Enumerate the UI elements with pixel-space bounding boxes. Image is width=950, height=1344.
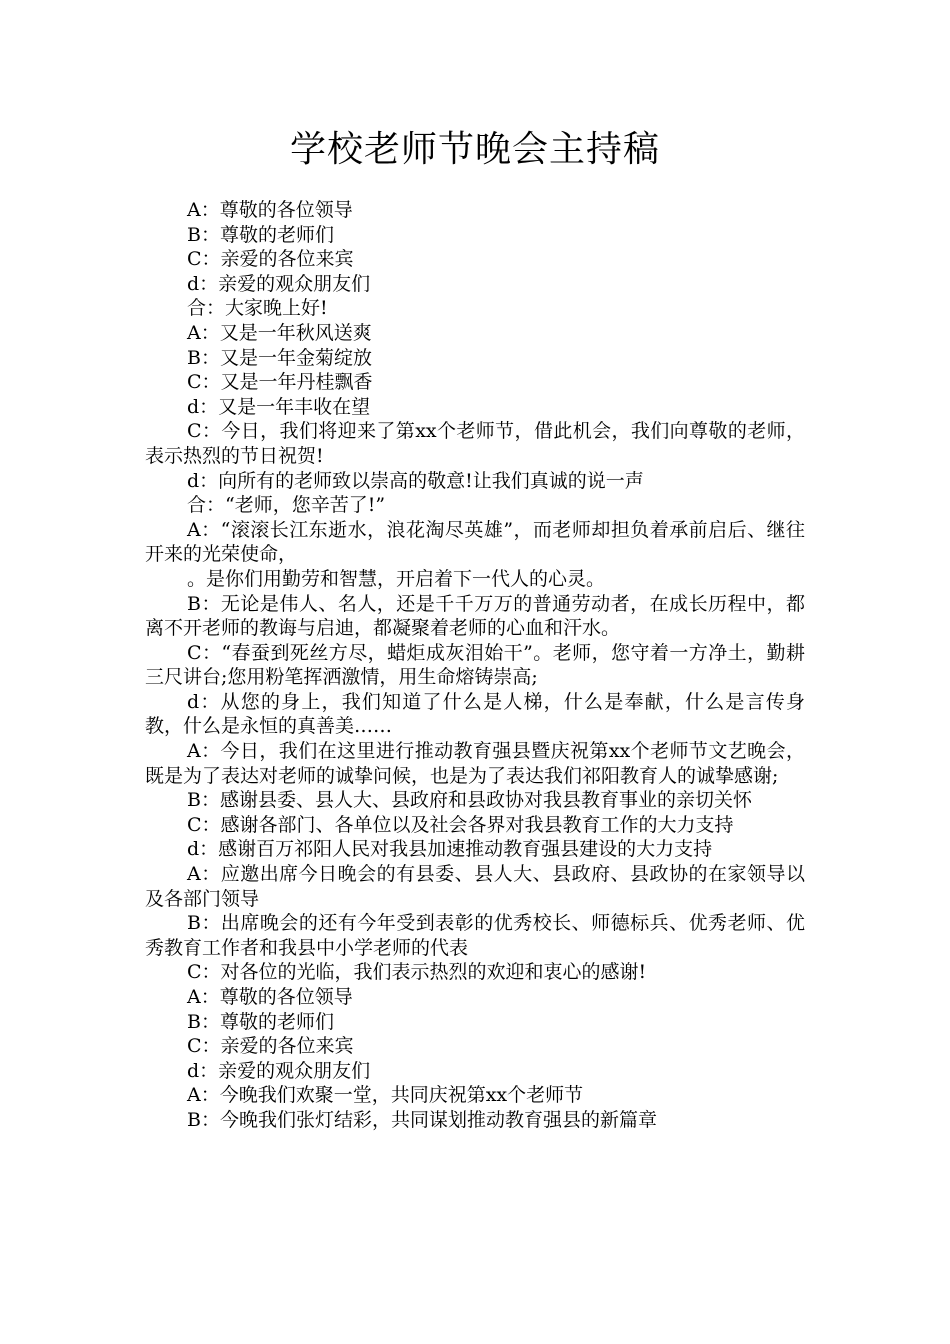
document-title: 学校老师节晚会主持稿 (289, 129, 660, 170)
paragraph: C：今日，我们将迎来了第xx个老师节，借此机会，我们向尊敬的老师，表示热烈的节日祝贺! (145, 420, 805, 467)
paragraph: d：亲爱的观众朋友们 (187, 272, 371, 295)
paragraph: d：亲爱的观众朋友们 (187, 1059, 371, 1082)
paragraph: B：今晚我们张灯结彩，共同谋划推动教育强县的新篇章 (187, 1108, 657, 1131)
paragraph: A：又是一年秋风送爽 (187, 321, 372, 344)
paragraph: d：又是一年丰收在望 (187, 395, 371, 418)
paragraph: 合：“老师，您辛苦了!” (187, 494, 386, 517)
paragraph: C：又是一年丹桂飘香 (187, 371, 373, 394)
paragraph: C：亲爱的各位来宾 (187, 1035, 354, 1058)
paragraph: C：对各位的光临，我们表示热烈的欢迎和衷心的感谢! (187, 961, 647, 984)
paragraph: C：亲爱的各位来宾 (187, 248, 354, 271)
paragraph: A：今日，我们在这里进行推动教育强县暨庆祝第xx个老师节文艺晚会，既是为了表达对老师的诚挚问候，也是为了表达我们祁阳教育人的诚挚感谢; (145, 740, 805, 787)
paragraph: 。是你们用勤劳和智慧，开启着下一代人的心灵。 (187, 567, 606, 590)
paragraph: 合：大家晚上好! (187, 297, 328, 320)
paragraph: A：今晚我们欢聚一堂，共同庆祝第xx个老师节 (187, 1084, 584, 1107)
paragraph: C：感谢各部门、各单位以及社会各界对我县教育工作的大力支持 (187, 813, 734, 836)
paragraph: A：尊敬的各位领导 (187, 199, 353, 221)
paragraph: d：感谢百万祁阳人民对我县加速推动教育强县建设的大力支持 (187, 838, 713, 861)
paragraph: A：“滚滚长江东逝水，浪花淘尽英雄”，而老师却担负着承前启后、继往开来的光荣使命， (145, 518, 805, 566)
paragraph: A：应邀出席今日晚会的有县委、县人大、县政府、县政协的在家领导以及各部门领导 (145, 863, 805, 910)
paragraph: B：感谢县委、县人大、县政府和县政协对我县教育事业的亲切关怀 (187, 789, 752, 812)
paragraph: B：尊敬的老师们 (187, 223, 334, 246)
document-body (145, 198, 805, 1133)
paragraph: d：从您的身上，我们知道了什么是人梯，什么是奉献，什么是言传身教，什么是永恒的真善美…… (145, 690, 805, 738)
paragraph: B：尊敬的老师们 (187, 1010, 334, 1033)
paragraph: B：又是一年金菊绽放 (187, 346, 372, 369)
paragraph: B：出席晚会的还有今年受到表彰的优秀校长、师德标兵、优秀老师、优秀教育工作者和我县中小学老师的代表 (145, 912, 805, 959)
paragraph: d：向所有的老师致以崇高的敬意!让我们真诚的说一声 (187, 469, 644, 492)
paragraph: A：尊敬的各位领导 (187, 986, 353, 1008)
paragraph: C：“春蚕到死丝方尽，蜡炬成灰泪始干”。老师，您守着一方净土，勤耕三尺讲台;您用粉笔挥洒激情，用生命熔铸崇高; (145, 641, 805, 689)
paragraph: B：无论是伟人、名人，还是千千万万的普通劳动者，在成长历程中，都离不开老师的教诲与启迪，都凝聚着老师的心血和汗水。 (145, 592, 805, 640)
